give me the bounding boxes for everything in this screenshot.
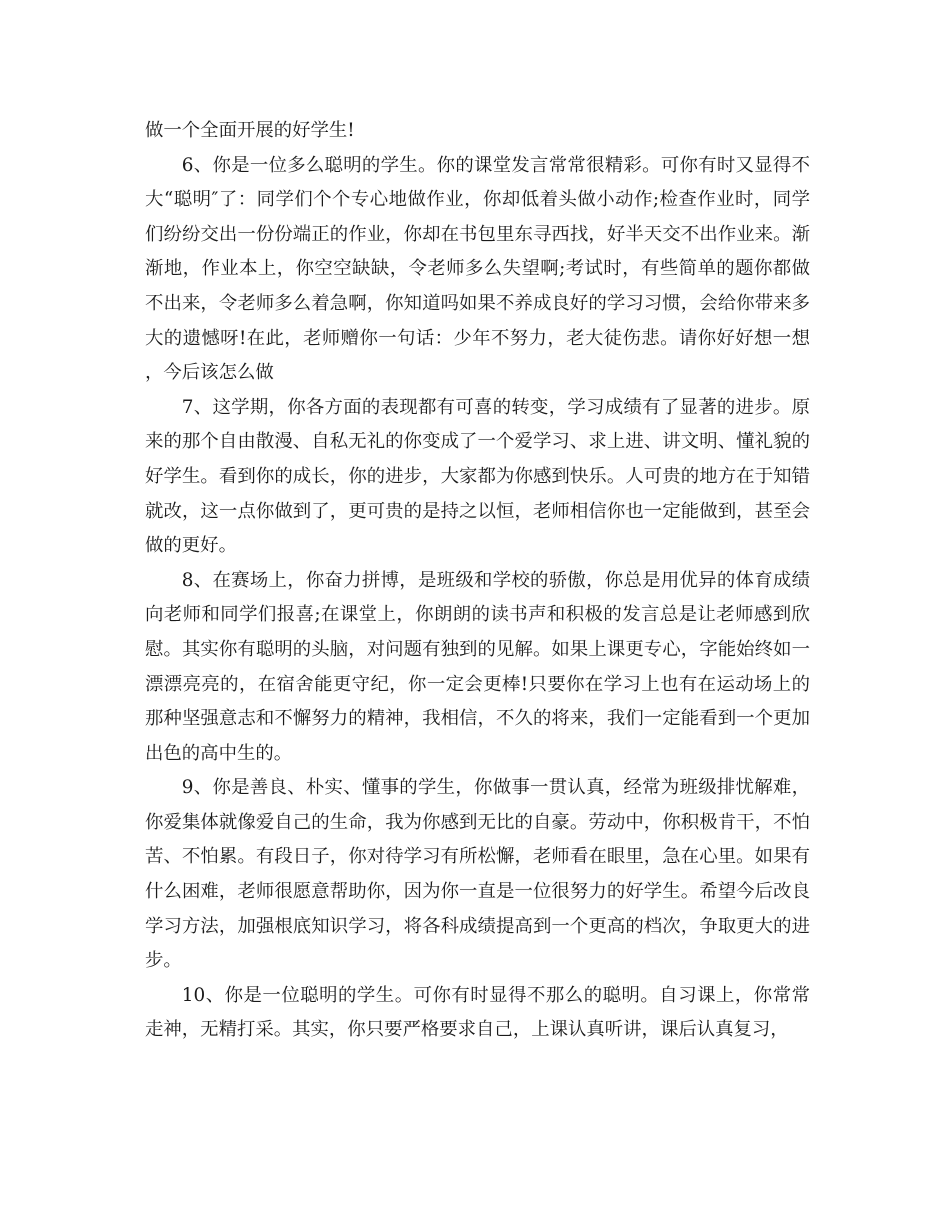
paragraph-comment-8: 8、在赛场上，你奋力拼博，是班级和学校的骄傲，你总是用优异的体育成绩向老师和同学们报喜;在课堂上，你朗朗的读书声和积极的发言总是让老师感到欣慰。其实你有聪明的头脑，对问题有独到的见解。如果上课更专心，字能始终如一漂漂亮亮的，在宿舍能更守纪，你一定会更棒!只要你在学习上也有在运动场上的那种坚强意志和不懈努力的精神，我相信，不久的将来，我们一定能看到一个更加出色的高中生的。: [145, 569, 810, 764]
paragraph-comment-9: 9、你是善良、朴实、懂事的学生，你做事一贯认真，经常为班级排忧解难，你爱集体就像爱自己的生命，我为你感到无比的自豪。劳动中，你积极肯干，不怕苦、不怕累。有段日子，你对待学习有所松懈，老师看在眼里，急在心里。如果有什么困难，老师很愿意帮助你，因为你一直是一位很努力的好学生。希望今后改良学习方法，加强根底知识学习，将各科成绩提高到一个更高的档次，争取更大的进步。: [145, 777, 810, 972]
paragraph-comment-7: 7、这学期，你各方面的表现都有可喜的转变，学习成绩有了显著的进步。原来的那个自由散漫、自私无礼的你变成了一个爱学习、求上进、讲文明、懂礼貌的好学生。看到你的成长，你的进步，大家都为你感到快乐。人可贵的地方在于知错就改，这一点你做到了，更可贵的是持之以恒，老师相信你也一定能做到，甚至会做的更好。: [145, 396, 810, 557]
document-body: [145, 114, 810, 1048]
paragraph-comment-6: 6、你是一位多么聪明的学生。你的课堂发言常常很精彩。可你有时又显得不大“聪明″了：同学们个个专心地做作业，你却低着头做小动作;检查作业时，同学们纷纷交出一份份端正的作业，你却在书包里东寻西找，好半天交不出作业来。渐渐地，作业本上，你空空缺缺，令老师多么失望啊;考试时，有些简单的题你都做不出来，令老师多么着急啊，你知道吗如果不养成良好的学习习惯，会给你带来多大的遗憾呀!在此，老师赠你一句话：少年不努力，老大徒伤悲。请你好好想一想，今后该怎么做: [145, 154, 810, 384]
paragraph-comment-10: 10、你是一位聪明的学生。可你有时显得不那么的聪明。自习课上，你常常走神，无精打采。其实，你只要严格要求自己，上课认真听讲，课后认真复习，: [145, 984, 810, 1041]
paragraph-continuation: 做一个全面开展的好学生!: [145, 120, 355, 141]
